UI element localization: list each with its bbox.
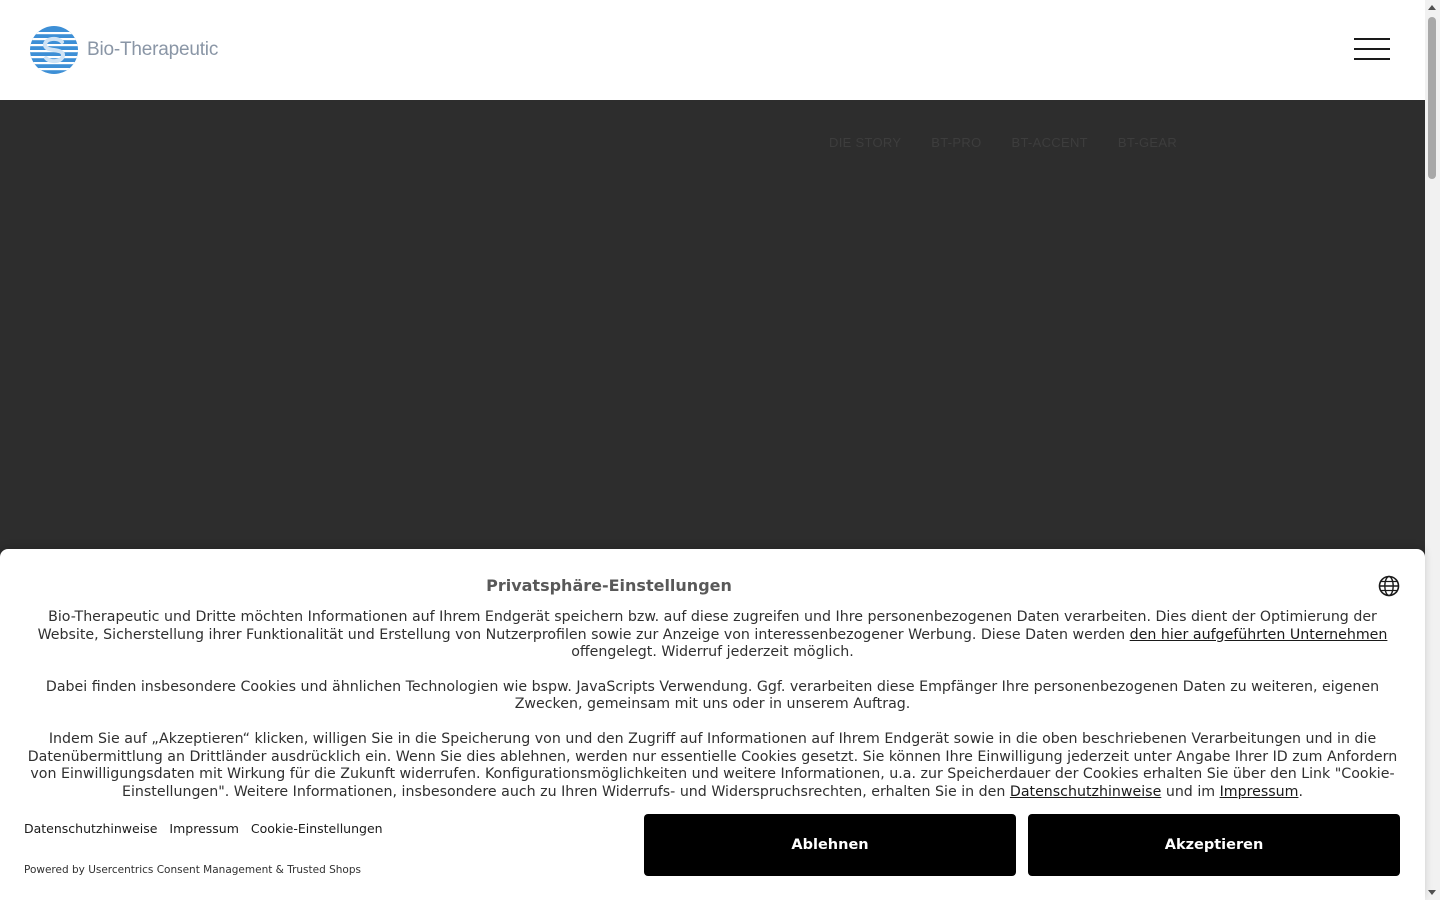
page-scrollbar[interactable] — [1425, 0, 1440, 900]
nav-link-bt-accent[interactable]: BT-ACCENT — [1011, 135, 1088, 150]
companies-link[interactable]: den hier aufgeführten Unternehmen — [1129, 626, 1388, 643]
consent-banner — [0, 549, 1425, 900]
hamburger-line — [1354, 58, 1390, 60]
imprint-link[interactable]: Impressum — [169, 821, 239, 836]
scrollbar-thumb[interactable] — [1428, 17, 1436, 179]
consent-paragraph-1 — [24, 609, 1401, 662]
nav-link-die-story[interactable]: DIE STORY — [829, 135, 902, 150]
hamburger-menu-button[interactable] — [1354, 36, 1390, 62]
powered-by-text: Powered by Usercentrics Consent Management & Trusted Shops — [24, 864, 361, 876]
consent-text — [24, 609, 1401, 818]
cookie-settings-link[interactable]: Cookie-Einstellungen — [250, 821, 383, 836]
scroll-up-arrow-icon[interactable] — [1428, 5, 1436, 10]
consent-text-segment: und im — [1161, 783, 1220, 800]
scroll-down-arrow-icon[interactable] — [1428, 890, 1436, 895]
decline-button[interactable]: Ablehnen — [644, 814, 1016, 876]
imprint-inline-link[interactable]: Impressum — [1219, 783, 1299, 800]
logo-mark-icon — [29, 25, 79, 75]
privacy-notice-inline-link[interactable]: Datenschutzhinweise — [1009, 783, 1162, 800]
consent-title: Privatsphäre-Einstellungen — [486, 576, 732, 595]
consent-text-segment: offengelegt. Widerruf jederzeit möglich. — [571, 644, 854, 661]
site-logo[interactable] — [29, 25, 218, 75]
nav-link-bt-gear[interactable]: BT-GEAR — [1117, 135, 1178, 150]
hamburger-line — [1354, 48, 1390, 50]
consent-text-segment: . — [1298, 783, 1303, 800]
hamburger-line — [1354, 38, 1390, 40]
consent-paragraph-3 — [24, 731, 1401, 801]
logo-text: Bio-Therapeutic — [87, 39, 219, 60]
consent-text-segment: Bio-Therapeutic und Dritte möchten Informationen auf Ihrem Endgerät speichern bzw. auf diese zugreifen und Ihre personenbezogenen Daten verarbeiten. Dies dient der Optimierung der Website, Sicherstellung ihrer Funktionalität und Erstellung von Nutzerprofilen sowie zur Anzeige von interessenbezogener Werbung. Diese Daten werden — [37, 609, 1377, 643]
consent-paragraph-2: Dabei finden insbesondere Cookies und ähnlichen Technologien wie bspw. JavaScripts Verwendung. Ggf. verarbeiten diese Empfänger Ihre personenbezogenen Daten zu weiteren, eigenen Zwecken, gemeinsam mit uns oder in unserem Auftrag. — [45, 678, 1380, 713]
accept-button[interactable]: Akzeptieren — [1028, 814, 1400, 876]
nav-link-bt-pro[interactable]: BT-PRO — [931, 135, 982, 150]
consent-text-segment: Indem Sie auf „Akzeptieren“ klicken, willigen Sie in die Speicherung von und den Zugriff auf Informationen auf Ihrem Endgerät sowie in die oben beschriebenen Verarbeitungen und in die Datenübermittlung an Drittländer ausdrücklich ein. Wenn Sie dies ablehnen, werden nur essentielle Cookies gesetzt. Sie können Ihre Einwilligung jederzeit unter Angabe Ihrer ID zum Anfordern von Einwilligungsdaten mit Wirkung für die Zukunft widerrufen. Konfigurationsmöglichkeiten und weitere Informationen, u.a. zur Speicherdauer der Cookies erhalten Sie über den Link "Cookie-Einstellungen". Weitere Informationen, insbesondere auch zu Ihren Widerrufs- und Widerspruchsrechten, erhalten Sie in den — [27, 730, 1398, 800]
globe-icon[interactable] — [1378, 575, 1400, 597]
site-header — [0, 0, 1425, 100]
privacy-notice-link[interactable]: Datenschutzhinweise — [24, 821, 158, 836]
hero-nav — [829, 135, 1177, 150]
consent-footer-links — [24, 821, 383, 836]
